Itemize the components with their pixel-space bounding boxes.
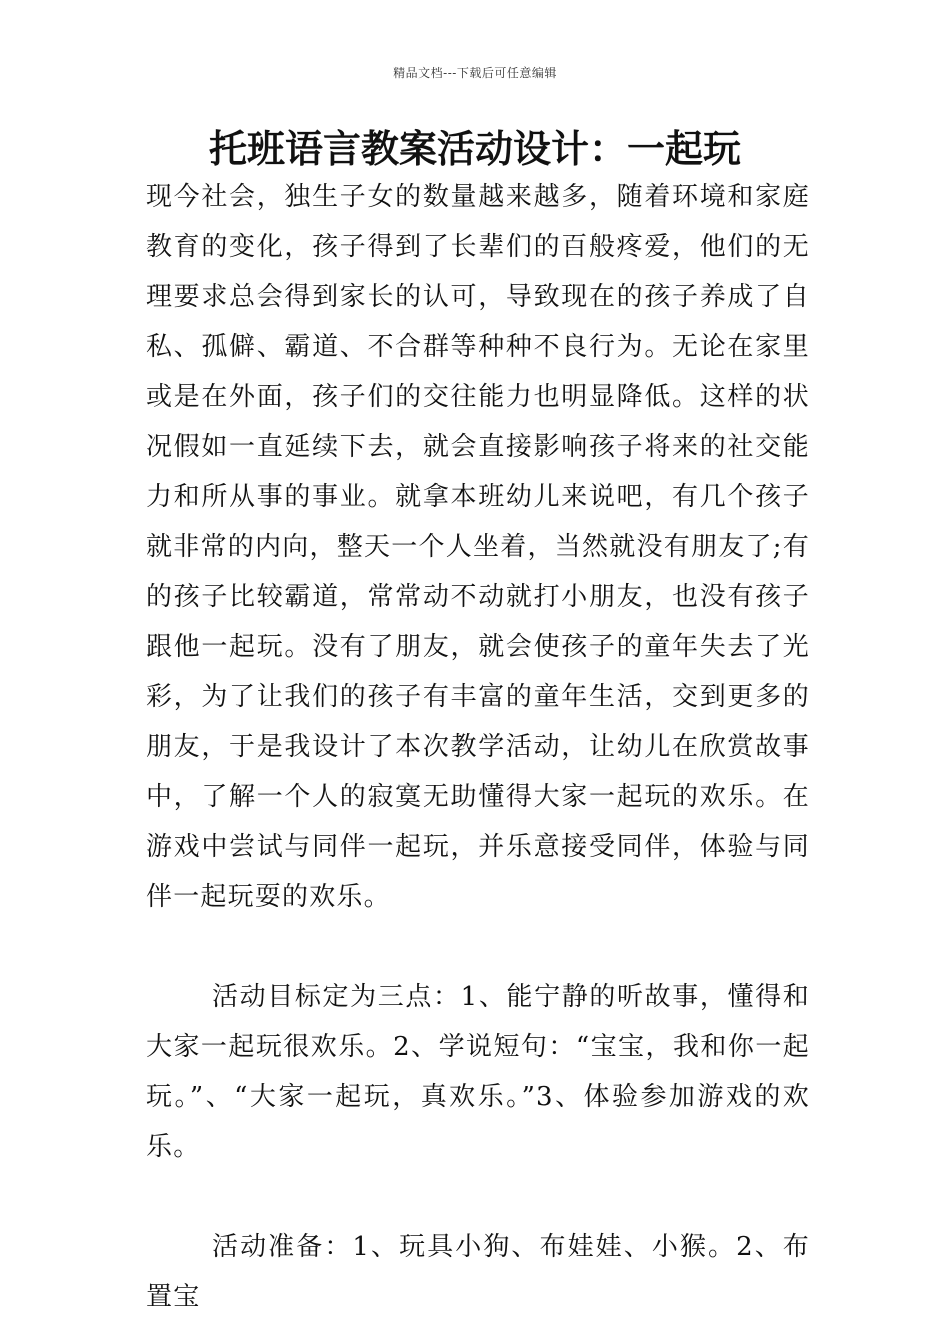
document-title: 托班语言教案活动设计：一起玩 [208, 127, 741, 171]
document-body [146, 172, 810, 1322]
paragraph-activity-preparation: 活动准备：1、玩具小狗、布娃娃、小猴。2、布置宝 [146, 1232, 810, 1312]
paragraph-introduction: 现今社会，独生子女的数量越来越多，随着环境和家庭教育的变化，孩子得到了长辈们的百般疼爱，他们的无理要求总会得到家长的认可，导致现在的孩子养成了自私、孤僻、霸道、不合群等种种不良行为。无论在家里或是在外面，孩子们的交往能力也明显降低。这样的状况假如一直延续下去，就会直接影响孩子将来的社交能力和所从事的事业。就拿本班幼儿来说吧，有几个孩子就非常的内向，整天一个人坐着，当然就没有朋友了;有的孩子比较霸道，常常动不动就打小朋友，也没有孩子跟他一起玩。没有了朋友，就会使孩子的童年失去了光彩，为了让我们的孩子有丰富的童年生活，交到更多的朋友，于是我设计了本次教学活动，让幼儿在欣赏故事中，了解一个人的寂寞无助懂得大家一起玩的欢乐。在游戏中尝试与同伴一起玩，并乐意接受同伴，体验与同伴一起玩耍的欢乐。 [146, 182, 810, 912]
header-note: 精品文档---下载后可任意编辑 [393, 66, 557, 80]
paragraph-activity-goals: 活动目标定为三点：1、能宁静的听故事，懂得和大家一起玩很欢乐。2、学说短句：“宝宝，我和你一起玩。”、“大家一起玩，真欢乐。”3、体验参加游戏的欢乐。 [146, 982, 810, 1162]
